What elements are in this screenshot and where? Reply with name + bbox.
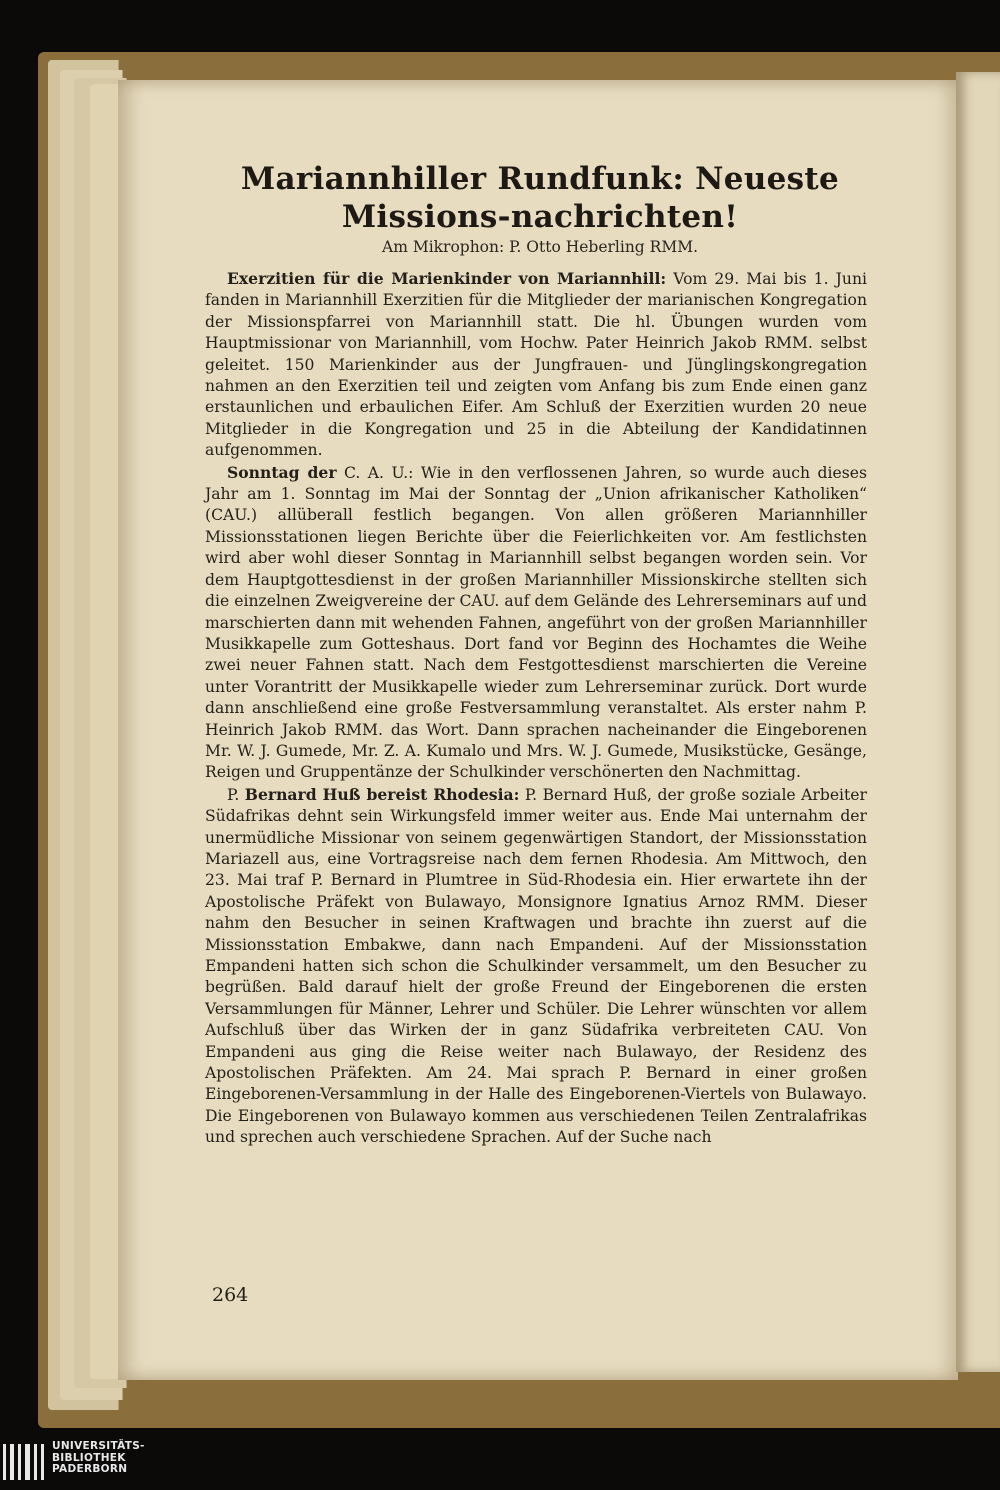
paragraph-prefix: P. bbox=[227, 785, 245, 804]
facing-page-edge bbox=[956, 72, 1000, 1372]
article-byline: Am Mikrophon: P. Otto Heberling RMM. bbox=[382, 238, 698, 256]
page-number: 264 bbox=[212, 1284, 249, 1306]
paragraph-heading: Exerzitien für die Marienkinder von Mariannhill: bbox=[227, 269, 667, 288]
paragraph bbox=[205, 462, 867, 784]
paragraph-text: P. Bernard Huß, der große soziale Arbeiter Südafrikas dehnt sein Wirkungsfeld immer weiter aus. Ende Mai unternahm der unermüdliche Missionar von seinem gegenwärtigen Standort, der Missionsstation Mariazell aus, eine Vortragsreise nach dem fernen Rhodesia. Am Mittwoch, den 23. Mai traf P. Bernard in Plumtree in Süd-Rhodesia ein. Hier erwartete ihn der Apostolische Präfekt von Bulawayo, Monsignore Ignatius Arnoz RMM. Dieser nahm den Besucher in seinen Kraftwagen und brachte ihn zuerst auf die Missionsstation Embakwe, dann nach Empandeni. Auf der Missionsstation Empandeni hatten sich schon die Schulkinder versammelt, um den Besucher zu begrüßen. Bald darauf hielt der große Freund der Eingeborenen die ersten Versammlungen für Männer, Lehrer und Schüler. Die Lehrer wünschten vor allem Aufschluß über das Wirken der in ganz Südafrika verbreiteten CAU. Von Empandeni aus ging die Reise weiter nach Bulawayo, der Residenz des Apostolischen Präfekten. Am 24. Mai sprach P. Bernard in einer großen Eingeborenen-Versammlung in der Halle des Eingeborenen-Viertels von Bulawayo. Die Eingeborenen von Bulawayo kommen aus verschiedenen Teilen Zentralafrikas und sprechen auch verschiedene Sprachen. Auf der Suche nach bbox=[205, 785, 867, 1147]
article-body bbox=[205, 268, 867, 1149]
paragraph bbox=[205, 784, 867, 1149]
paragraph-text: Vom 29. Mai bis 1. Juni fanden in Mariannhill Exerzitien für die Mitglieder der marianischen Kongregation der Missionspfarrei von Mariannhill statt. Die hl. Übungen wurden vom Hauptmissionar von Mariannhill, vom Hochw. Pater Heinrich Jakob RMM. selbst geleitet. 150 Marienkinder aus der Jungfrauen- und Jünglingskongregation nahmen an den Exerzitien teil und zeigten vom Anfang bis zum Ende einen ganz erstaunlichen und erbaulichen Eifer. Am Schluß der Exerzitien wurden 20 neue Mitglieder in die Kongregation und 25 in die Abteilung der Kandidatinnen aufgenommen. bbox=[205, 270, 867, 460]
paragraph bbox=[205, 268, 867, 462]
logo-line: BIBLIOTHEK bbox=[52, 1451, 126, 1464]
logo-line: UNIVERSITÄTS- bbox=[52, 1440, 145, 1452]
article-title: Mariannhiller Rundfunk: Neueste Missions-nachrichten! bbox=[240, 161, 840, 235]
library-bars-icon bbox=[2, 1442, 46, 1482]
library-logo bbox=[0, 1440, 170, 1486]
paragraph-text: C. A. U.: Wie in den verflossenen Jahren, so wurde auch dieses Jahr am 1. Sonntag im Mai der Sonntag der „Union afrikanischer Katholiken“ (CAU.) allüberall festlich begangen. Von allen größeren Mariannhiller Missionsstationen liegen Berichte über die Feierlichkeiten vor. Am festlichsten wird aber wohl dieser Sonntag in Mariannhill selbst begangen worden sein. Vor dem Hauptgottesdienst in der großen Mariannhiller Missionskirche stellten sich die einzelnen Zweigvereine der CAU. auf dem Gelände des Lehrerseminars auf und marschierten dann mit wehenden Fahnen, angeführt von der großen Mariannhiller Musikkapelle zum Gotteshaus. Dort fand vor Beginn des Hochamtes die Weihe zwei neuer Fahnen statt. Nach dem Festgottesdienst marschierten die Vereine unter Vorantritt der Musikkapelle wieder zum Lehrerseminar zurück. Dort wurde dann anschließend eine große Festversammlung veranstaltet. Als erster nahm P. Heinrich Jakob RMM. das Wort. Dann sprachen nacheinander die Eingeborenen Mr. W. J. Gumede, Mr. Z. A. Kumalo und Mrs. W. J. Gumede, Musikstücke, Gesänge, Reigen und Gruppentänze der Schulkinder verschönerten den Nachmittag. bbox=[205, 463, 867, 782]
paragraph-heading: Sonntag der bbox=[227, 462, 337, 482]
logo-line: PADERBORN bbox=[52, 1463, 128, 1476]
paragraph-heading: Bernard Huß bereist Rhodesia: bbox=[244, 784, 520, 804]
